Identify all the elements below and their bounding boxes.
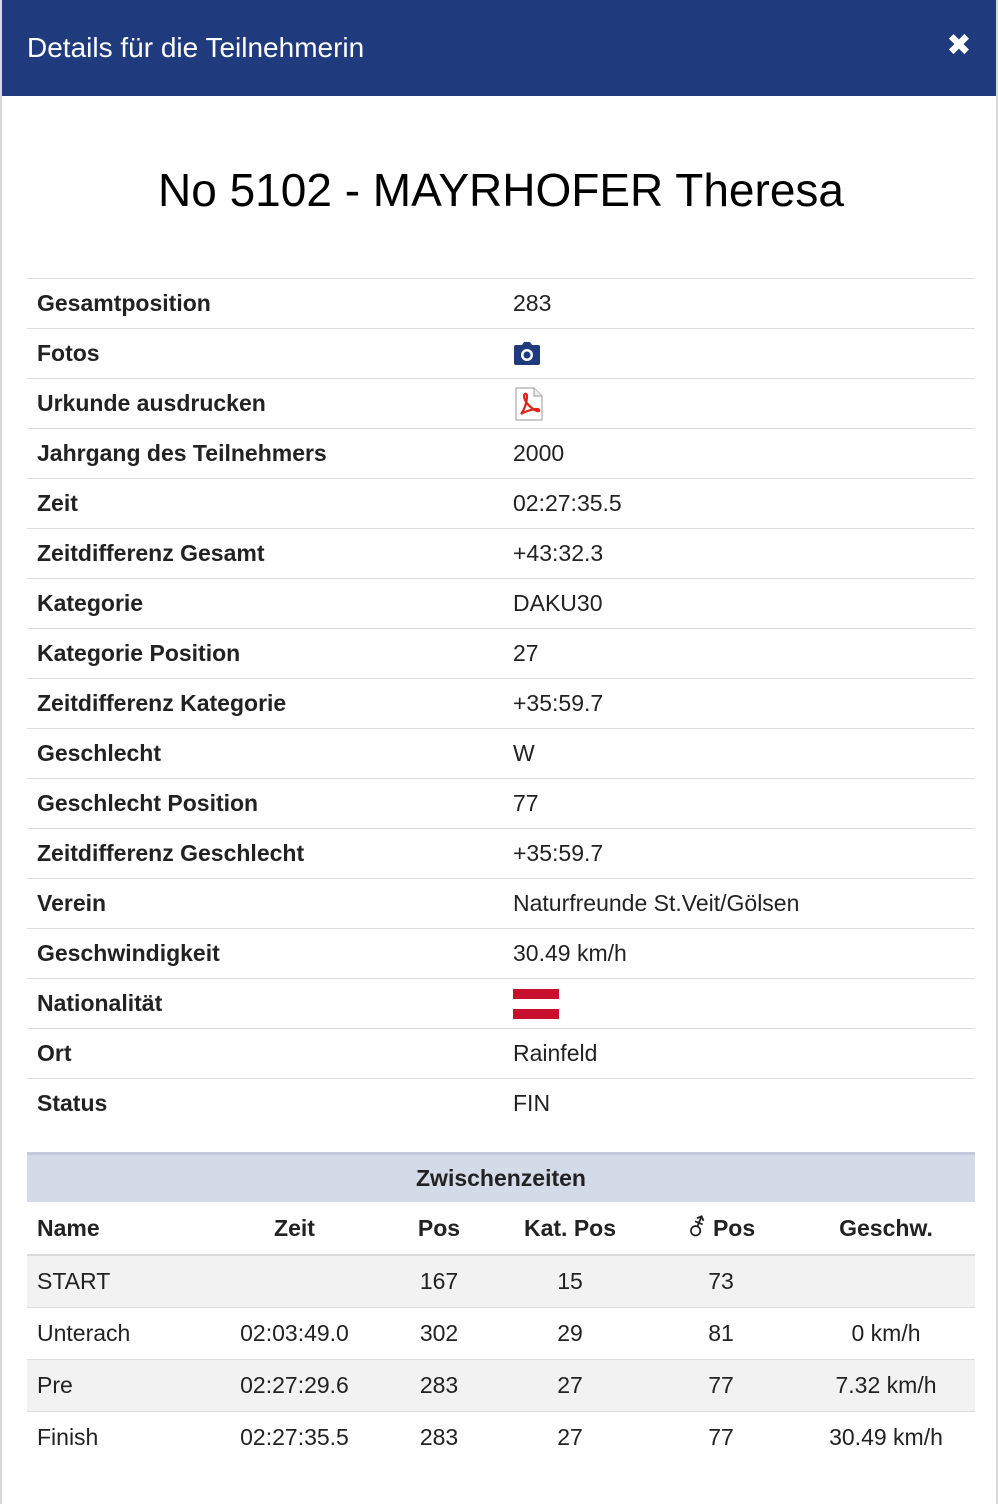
detail-label: Geschlecht (27, 729, 503, 779)
detail-label: Kategorie (27, 579, 503, 629)
detail-row-geschlecht (27, 729, 975, 779)
detail-value: FIN (503, 1079, 975, 1129)
modal-header (2, 0, 996, 96)
detail-row-kategorie (27, 579, 975, 629)
split-name: Finish (27, 1412, 206, 1464)
detail-value: Rainfeld (503, 1029, 975, 1079)
split-gender-pos: 81 (645, 1308, 797, 1360)
detail-label: Geschlecht Position (27, 779, 503, 829)
detail-value: Naturfreunde St.Veit/Gölsen (503, 879, 975, 929)
detail-row-verein (27, 879, 975, 929)
split-pos: 167 (383, 1255, 495, 1308)
detail-row-zeitdifferenz-gesamt (27, 529, 975, 579)
split-pos: 302 (383, 1308, 495, 1360)
detail-value: W (503, 729, 975, 779)
detail-label: Zeitdifferenz Gesamt (27, 529, 503, 579)
athlete-heading: No 5102 - MAYRHOFER Theresa (158, 164, 844, 216)
split-gender-pos: 77 (645, 1412, 797, 1464)
split-name: Pre (27, 1360, 206, 1412)
split-name: START (27, 1255, 206, 1308)
detail-value: 77 (503, 779, 975, 829)
splits-table (27, 1202, 975, 1463)
detail-value: DAKU30 (503, 579, 975, 629)
split-speed: 0 km/h (797, 1308, 975, 1360)
detail-value: 30.49 km/h (503, 929, 975, 979)
detail-value: +43:32.3 (503, 529, 975, 579)
detail-label: Verein (27, 879, 503, 929)
detail-label: Urkunde ausdrucken (27, 379, 503, 429)
split-kat-pos: 27 (495, 1412, 645, 1464)
table-row (27, 1360, 975, 1412)
col-name: Name (27, 1202, 206, 1255)
detail-value: 2000 (503, 429, 975, 479)
detail-row-jahrgang (27, 429, 975, 479)
detail-label: Jahrgang des Teilnehmers (27, 429, 503, 479)
detail-row-zeitdifferenz-geschlecht (27, 829, 975, 879)
col-gender-pos (645, 1202, 797, 1255)
detail-row-nationalitaet (27, 979, 975, 1029)
detail-row-gesamtposition (27, 279, 975, 329)
split-zeit: 02:27:35.5 (206, 1412, 383, 1464)
details-table (27, 278, 975, 1128)
split-pos: 283 (383, 1412, 495, 1464)
table-row (27, 1308, 975, 1360)
split-gender-pos: 73 (645, 1255, 797, 1308)
col-kat-pos: Kat. Pos (495, 1202, 645, 1255)
detail-value: 02:27:35.5 (503, 479, 975, 529)
detail-row-geschwindigkeit (27, 929, 975, 979)
pdf-icon[interactable] (513, 387, 965, 421)
split-name: Unterach (27, 1308, 206, 1360)
splits-title: Zwischenzeiten (27, 1152, 975, 1202)
detail-label: Kategorie Position (27, 629, 503, 679)
detail-row-geschlecht-position (27, 779, 975, 829)
detail-label: Fotos (27, 329, 503, 379)
detail-label: Nationalität (27, 979, 503, 1029)
detail-row-zeitdifferenz-kategorie (27, 679, 975, 729)
detail-value: 283 (503, 279, 975, 329)
modal-title: Details für die Teilnehmerin (27, 32, 365, 63)
col-speed: Geschw. (797, 1202, 975, 1255)
detail-label: Zeit (27, 479, 503, 529)
detail-row-zeit (27, 479, 975, 529)
detail-label: Geschwindigkeit (27, 929, 503, 979)
austria-flag-icon (513, 989, 965, 1019)
detail-value: 27 (503, 629, 975, 679)
detail-label: Ort (27, 1029, 503, 1079)
detail-row-urkunde (27, 379, 975, 429)
splits-header-row (27, 1202, 975, 1255)
split-pos: 283 (383, 1360, 495, 1412)
detail-row-kategorie-position (27, 629, 975, 679)
col-pos: Pos (383, 1202, 495, 1255)
table-row (27, 1255, 975, 1308)
detail-row-status (27, 1079, 975, 1129)
camera-icon[interactable] (513, 342, 965, 366)
detail-row-fotos (27, 329, 975, 379)
split-gender-pos: 77 (645, 1360, 797, 1412)
split-speed: 7.32 km/h (797, 1360, 975, 1412)
gender-icon: ⚦ (686, 1214, 707, 1242)
detail-label: Zeitdifferenz Geschlecht (27, 829, 503, 879)
col-zeit: Zeit (206, 1202, 383, 1255)
split-zeit (206, 1255, 383, 1308)
split-speed (797, 1255, 975, 1308)
split-kat-pos: 27 (495, 1360, 645, 1412)
detail-value: +35:59.7 (503, 679, 975, 729)
detail-row-ort (27, 1029, 975, 1079)
detail-value: +35:59.7 (503, 829, 975, 879)
split-kat-pos: 15 (495, 1255, 645, 1308)
detail-label: Zeitdifferenz Kategorie (27, 679, 503, 729)
split-zeit: 02:27:29.6 (206, 1360, 383, 1412)
detail-label: Status (27, 1079, 503, 1129)
table-row (27, 1412, 975, 1464)
close-icon[interactable]: ✖ (946, 29, 972, 62)
split-kat-pos: 29 (495, 1308, 645, 1360)
detail-label: Gesamtposition (27, 279, 503, 329)
col-gender-pos-label: Pos (712, 1214, 756, 1241)
split-speed: 30.49 km/h (797, 1412, 975, 1464)
split-zeit: 02:03:49.0 (206, 1308, 383, 1360)
